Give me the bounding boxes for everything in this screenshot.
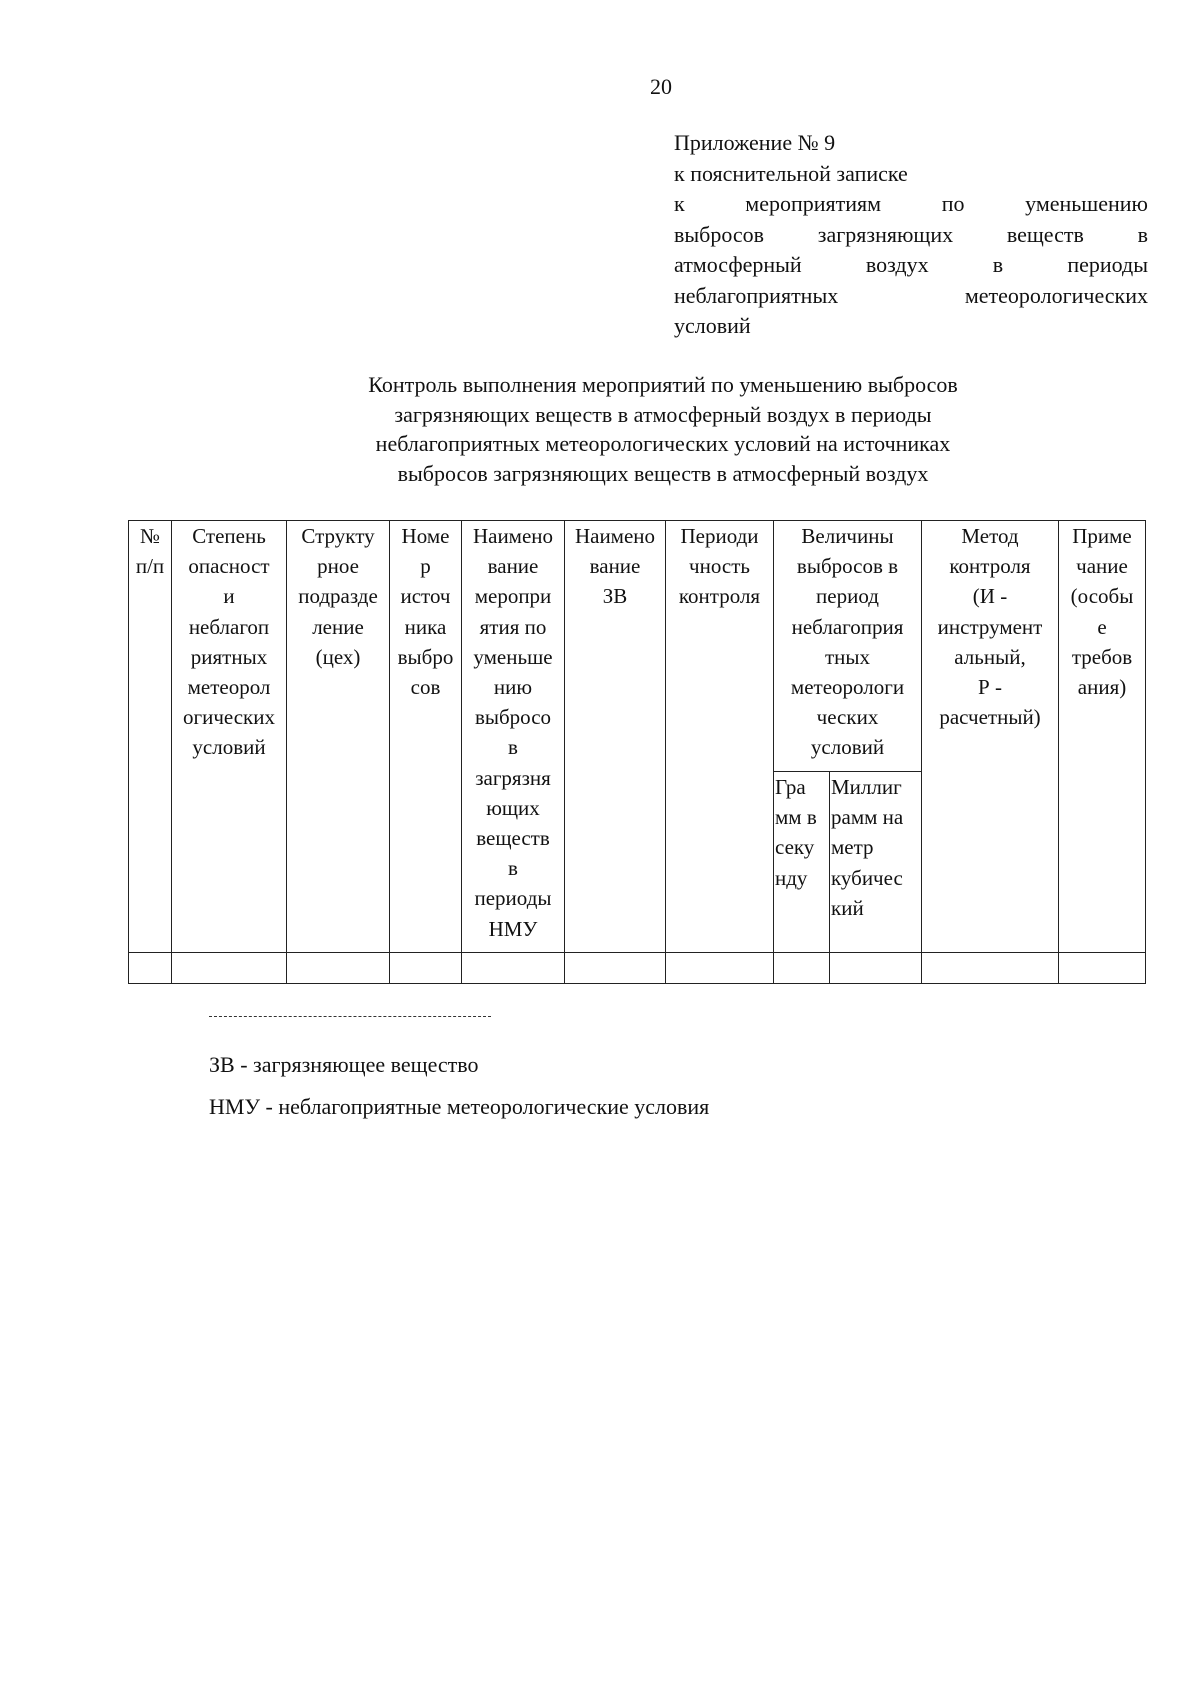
header-division: Структу рное подразде ление (цех) (287, 521, 390, 953)
header-frequency: Периоди чность контроля (666, 521, 774, 953)
table-cell (462, 953, 565, 984)
table-cell (830, 953, 922, 984)
table-row (129, 953, 1146, 984)
appendix-line: к мероприятиям по уменьшению (674, 191, 1148, 216)
table-cell (287, 953, 390, 984)
control-table (128, 520, 1146, 984)
header-note: Приме чание (особы е требов ания) (1059, 521, 1146, 953)
header-source-number: Номе р источ ника выбро сов (390, 521, 462, 953)
title-line: Контроль выполнения мероприятий по уменьшению выбросов (368, 372, 958, 397)
header-measure-name: Наимено вание меропри ятия по уменьше нию выбросо в загрязня ющих веществ в периоды НМУ (462, 521, 565, 953)
document-title (280, 370, 1046, 488)
table-cell (666, 953, 774, 984)
footnote-item: НМУ - неблагоприятные метеорологические условия (209, 1094, 710, 1119)
table-cell (172, 953, 287, 984)
appendix-line: Приложение № 9 (674, 130, 836, 155)
header-degree: Степень опасност и неблагоп риятных метеорол огических условий (172, 521, 287, 953)
page-number: 20 (650, 74, 672, 99)
appendix-block (674, 128, 1148, 342)
header-method: Метод контроля (И - инструмент альный, Р - расчетный) (922, 521, 1059, 953)
appendix-line: неблагоприятных метеорологических (674, 282, 1148, 308)
table-cell (129, 953, 172, 984)
title-line: неблагоприятных метеорологических условий на источниках (375, 431, 951, 456)
header-pollutant-name: Наимено вание ЗВ (565, 521, 666, 953)
table-cell (774, 953, 830, 984)
table-cell (922, 953, 1059, 984)
appendix-line: атмосферный воздух в периоды (674, 252, 1148, 277)
subheader-grams: Гра мм в секу нду (774, 772, 830, 953)
table-header-row (129, 521, 1146, 772)
table-cell (565, 953, 666, 984)
footnote-separator (209, 1016, 491, 1017)
title-line: выбросов загрязняющих веществ в атмосферный воздух (397, 460, 929, 486)
subheader-milligrams: Миллиг рамм на метр кубичес кий (830, 772, 922, 953)
table-cell (1059, 953, 1146, 984)
header-num: № п/п (129, 521, 172, 953)
appendix-line: выбросов загрязняющих веществ в (674, 221, 1148, 247)
title-line: загрязняющих веществ в атмосферный воздух в периоды (394, 401, 932, 427)
appendix-line: условий (674, 313, 751, 338)
appendix-line: к пояснительной записке (674, 160, 908, 186)
header-emission-values: Величины выбросов в период неблагоприя тных метеорологи ческих условий (774, 521, 922, 772)
footnote-item: ЗВ - загрязняющее вещество (209, 1052, 479, 1077)
table-cell (390, 953, 462, 984)
